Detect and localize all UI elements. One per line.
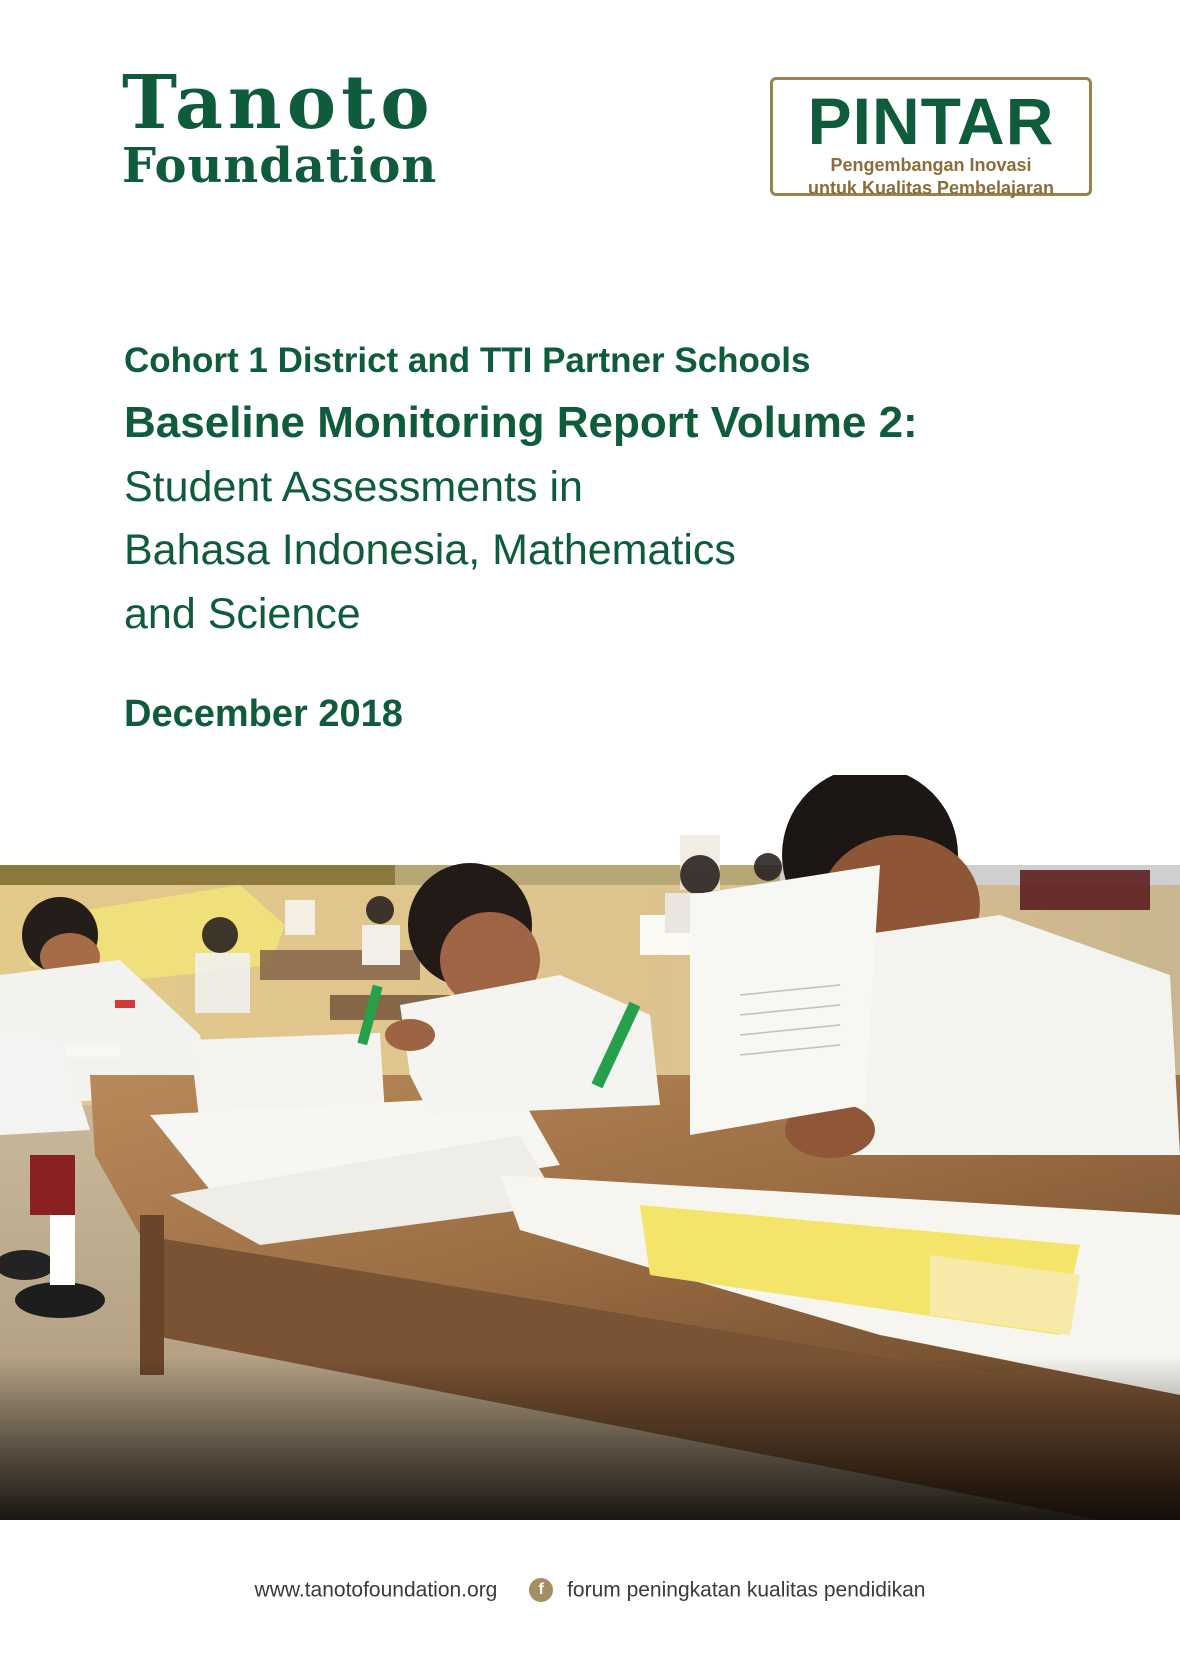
logo-text-tanoto: Tanoto (122, 60, 435, 146)
report-subtitle-line-3: and Science (124, 590, 361, 638)
pintar-name: PINTAR (807, 84, 1055, 158)
website-link[interactable]: www.tanotofoundation.org (254, 1578, 498, 1602)
tanoto-foundation-logo (122, 60, 438, 194)
logo-text-foundation: Foundation (122, 138, 438, 194)
footer (0, 1578, 1180, 1602)
report-date: December 2018 (124, 693, 403, 735)
facebook-page-text[interactable]: forum peningkatan kualitas pendidikan (567, 1578, 926, 1602)
pintar-logo (770, 77, 1092, 196)
pintar-tagline-1: Pengembangan Inovasi (830, 155, 1032, 175)
report-title: Baseline Monitoring Report Volume 2: (124, 398, 918, 447)
cover-photo-classroom (0, 775, 1180, 1520)
report-subtitle-line-1: Student Assessments in (124, 463, 583, 511)
pintar-tagline-2: untuk Kualitas Pembelajaran (807, 177, 1055, 198)
cohort-heading: Cohort 1 District and TTI Partner Schools (124, 341, 811, 380)
report-subtitle-line-2: Bahasa Indonesia, Mathematics (124, 526, 736, 574)
facebook-icon: f (529, 1578, 553, 1602)
